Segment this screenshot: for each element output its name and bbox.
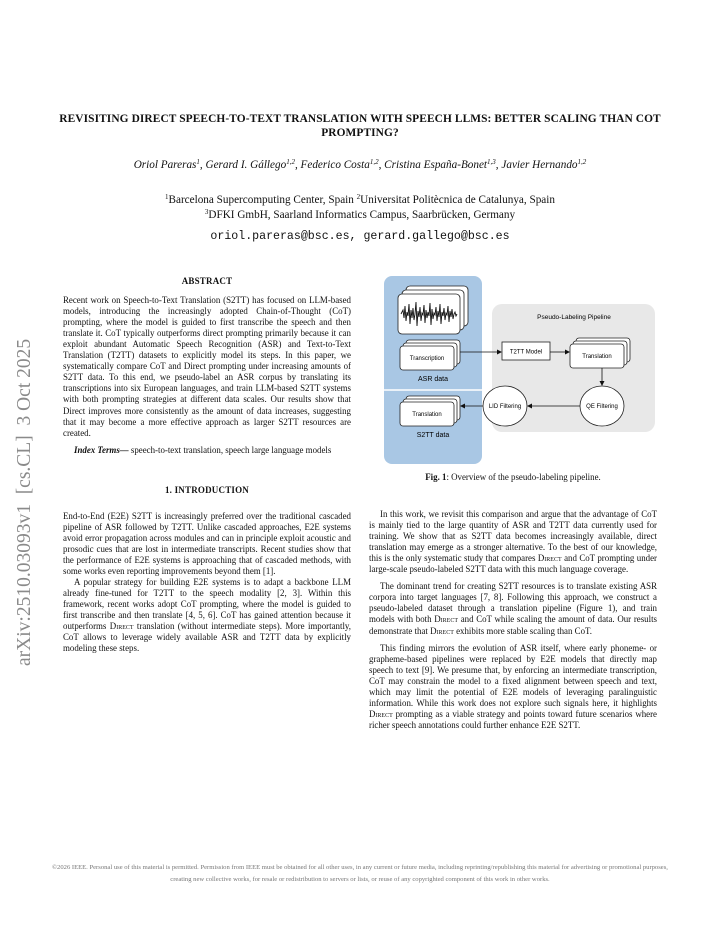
author-name: Cristina España-Bonet: [384, 159, 488, 171]
author-name: Javier Hernando: [501, 159, 578, 171]
svg-text:Transcription: Transcription: [409, 356, 445, 362]
paper-title: REVISITING DIRECT SPEECH-TO-TEXT TRANSLATION WITH SPEECH LLMS: BETTER SCALING THAN COT PROMPTING?: [59, 113, 661, 139]
author-name: Gerard I. Gállego: [205, 159, 287, 171]
svg-text:Translation: Translation: [412, 412, 442, 418]
author-name: Oriol Pareras: [133, 159, 197, 171]
right-column: [369, 274, 657, 731]
author-emails: oriol.pareras@bsc.es, gerard.gallego@bsc.es: [210, 230, 510, 243]
transcription-cards: [400, 340, 460, 370]
body-paragraph: In this work, we revisit this comparison and argue that the advantage of CoT is mainly tied to the large quantity of ASR and T2TT data currently used for training. We show that as S2TT data becomes increasingly available, direct translation may emerge as a stronger alternative. To the best of our knowledge, this is the only systematic study that compares Direct and CoT prompting under large-scale pseudo-labeled S2TT data with this much language coverage.: [369, 509, 657, 575]
copyright-footer: ©2026 IEEE. Personal use of this material is permitted. Permission from IEEE must be obtained for all other uses, in any current or future media, including reprinting/republishing this material for advertising or promotional purposes, creating new collective works, for resale or redistribution to servers or lists, or reuse of any copyrighted component of this work in other works.: [52, 864, 668, 884]
pipeline-figure: [369, 274, 657, 466]
s2tt-translation-cards: [400, 396, 460, 426]
s2tt-data-label: S2TT data: [416, 432, 450, 439]
svg-text:T2TT Model: T2TT Model: [509, 349, 543, 356]
body-paragraph: This finding mirrors the evolution of ASR itself, where early phoneme- or grapheme-based pipelines were replaced by E2E models that directly map speech to text [9]. We presume that, by enforcing an intermediate transcription, CoT may constrain the model to a fixed alignment between speech and text, which may limit the potential of E2E models of leveraging paralinguistic information. While this work does not explore such signals here, it highlights Direct prompting as a viable strategy and points toward future scenarios where richer speech annotations could further enhance E2E S2TT.: [369, 642, 657, 730]
author-list: Oriol Pareras$^1$, Gerard I. Gállego$^{1,2}$, Federico Costa$^{1,2}$, Cristina España-Bonet$^{1,3}$, Javier Hernando$^{1,2}$: [133, 158, 587, 171]
body-paragraph: The dominant trend for creating S2TT resources is to translate existing ASR corpora into target languages [7, 8]. Following this approach, we construct a pseudo-labeled dataset through a translation pipeline (Figure 1), and train models with both Direct and CoT while scaling the amount of data. Our results demonstrate that Direct exhibits more stable scaling than CoT.: [369, 581, 657, 636]
pipeline-title: Pseudo-Labeling Pipeline: [537, 314, 611, 321]
svg-text:LID Filtering: LID Filtering: [488, 404, 522, 410]
arxiv-stamp: [6, 266, 38, 666]
svg-text:Translation: Translation: [582, 354, 612, 360]
author-name: Federico Costa: [300, 159, 370, 171]
affiliations: $^1$Barcelona Supercomputing Center, Spain $^2$Universitat Politècnica de Catalunya, Spain $^3$DFKI GmbH, Saarland Informatics Campus, Saarbrücken, Germany: [165, 193, 555, 221]
left-column: [63, 276, 351, 654]
abstract-heading: ABSTRACT: [181, 276, 233, 286]
abstract-text: Recent work on Speech-to-Text Translation (S2TT) has focused on LLM-based models, introducing the increasingly adopted Chain-of-Thought (CoT) prompting, where the model is guided to first transcribe the speech and then translate it. CoT typically outperforms direct prompting primarily because it can exploit abundant Automatic Speech Recognition (ASR) and Text-to-Text Translation (T2TT) datasets to explicitly model its steps. In this paper, we systematically compare CoT and Direct prompting under increasing amounts of S2TT data. To this end, we pseudo-label an ASR corpus by translating its transcriptions into six European languages, and train LLM-based S2TT systems with both prompting strategies at different data scales. Our results show that Direct improves more consistently as the amount of data increases, suggesting that it may become a more effective approach as larger S2TT resources are created.: [63, 295, 351, 438]
intro-paragraph: End-to-End (E2E) S2TT is increasingly preferred over the traditional cascaded pipeline of ASR followed by T2TT. Unlike cascaded approaches, E2E systems avoid error propagation across modules and can in principle exploit acoustic and prosodic cues that are lost in intermediate transcripts. Recent studies show that the performance of E2E systems is approaching that of cascaded methods, with some works even reporting improvements beyond them [1].: [63, 510, 351, 576]
index-terms: Index Terms— speech-to-text translation, speech large language models: [74, 444, 332, 455]
asr-data-label: ASR data: [418, 376, 448, 383]
svg-text:QE Filtering: QE Filtering: [586, 404, 618, 410]
audio-waveform-icon: [398, 286, 468, 334]
intro-heading: 1. INTRODUCTION: [164, 484, 249, 495]
arxiv-stamp-text: arXiv:2510.03093v1 [cs.CL] 3 Oct 2025: [14, 338, 35, 666]
translation-cards: [570, 338, 630, 368]
intro-paragraph: A popular strategy for building E2E systems is to adapt a backbone LLM already fine-tuned for T2TT to the speech modality [2, 3]. Within this framework, recent works adopt CoT prompting, where the model is guided to first transcribe and then translate [4, 5, 6]. CoT has gained attention because it outperforms Direct translation (without intermediate steps). More importantly, CoT allows to leverage widely available ASR and T2TT data by explicitly modeling these steps.: [63, 577, 351, 654]
figure-caption: Fig. 1: Overview of the pseudo-labeling pipeline.: [425, 472, 601, 482]
